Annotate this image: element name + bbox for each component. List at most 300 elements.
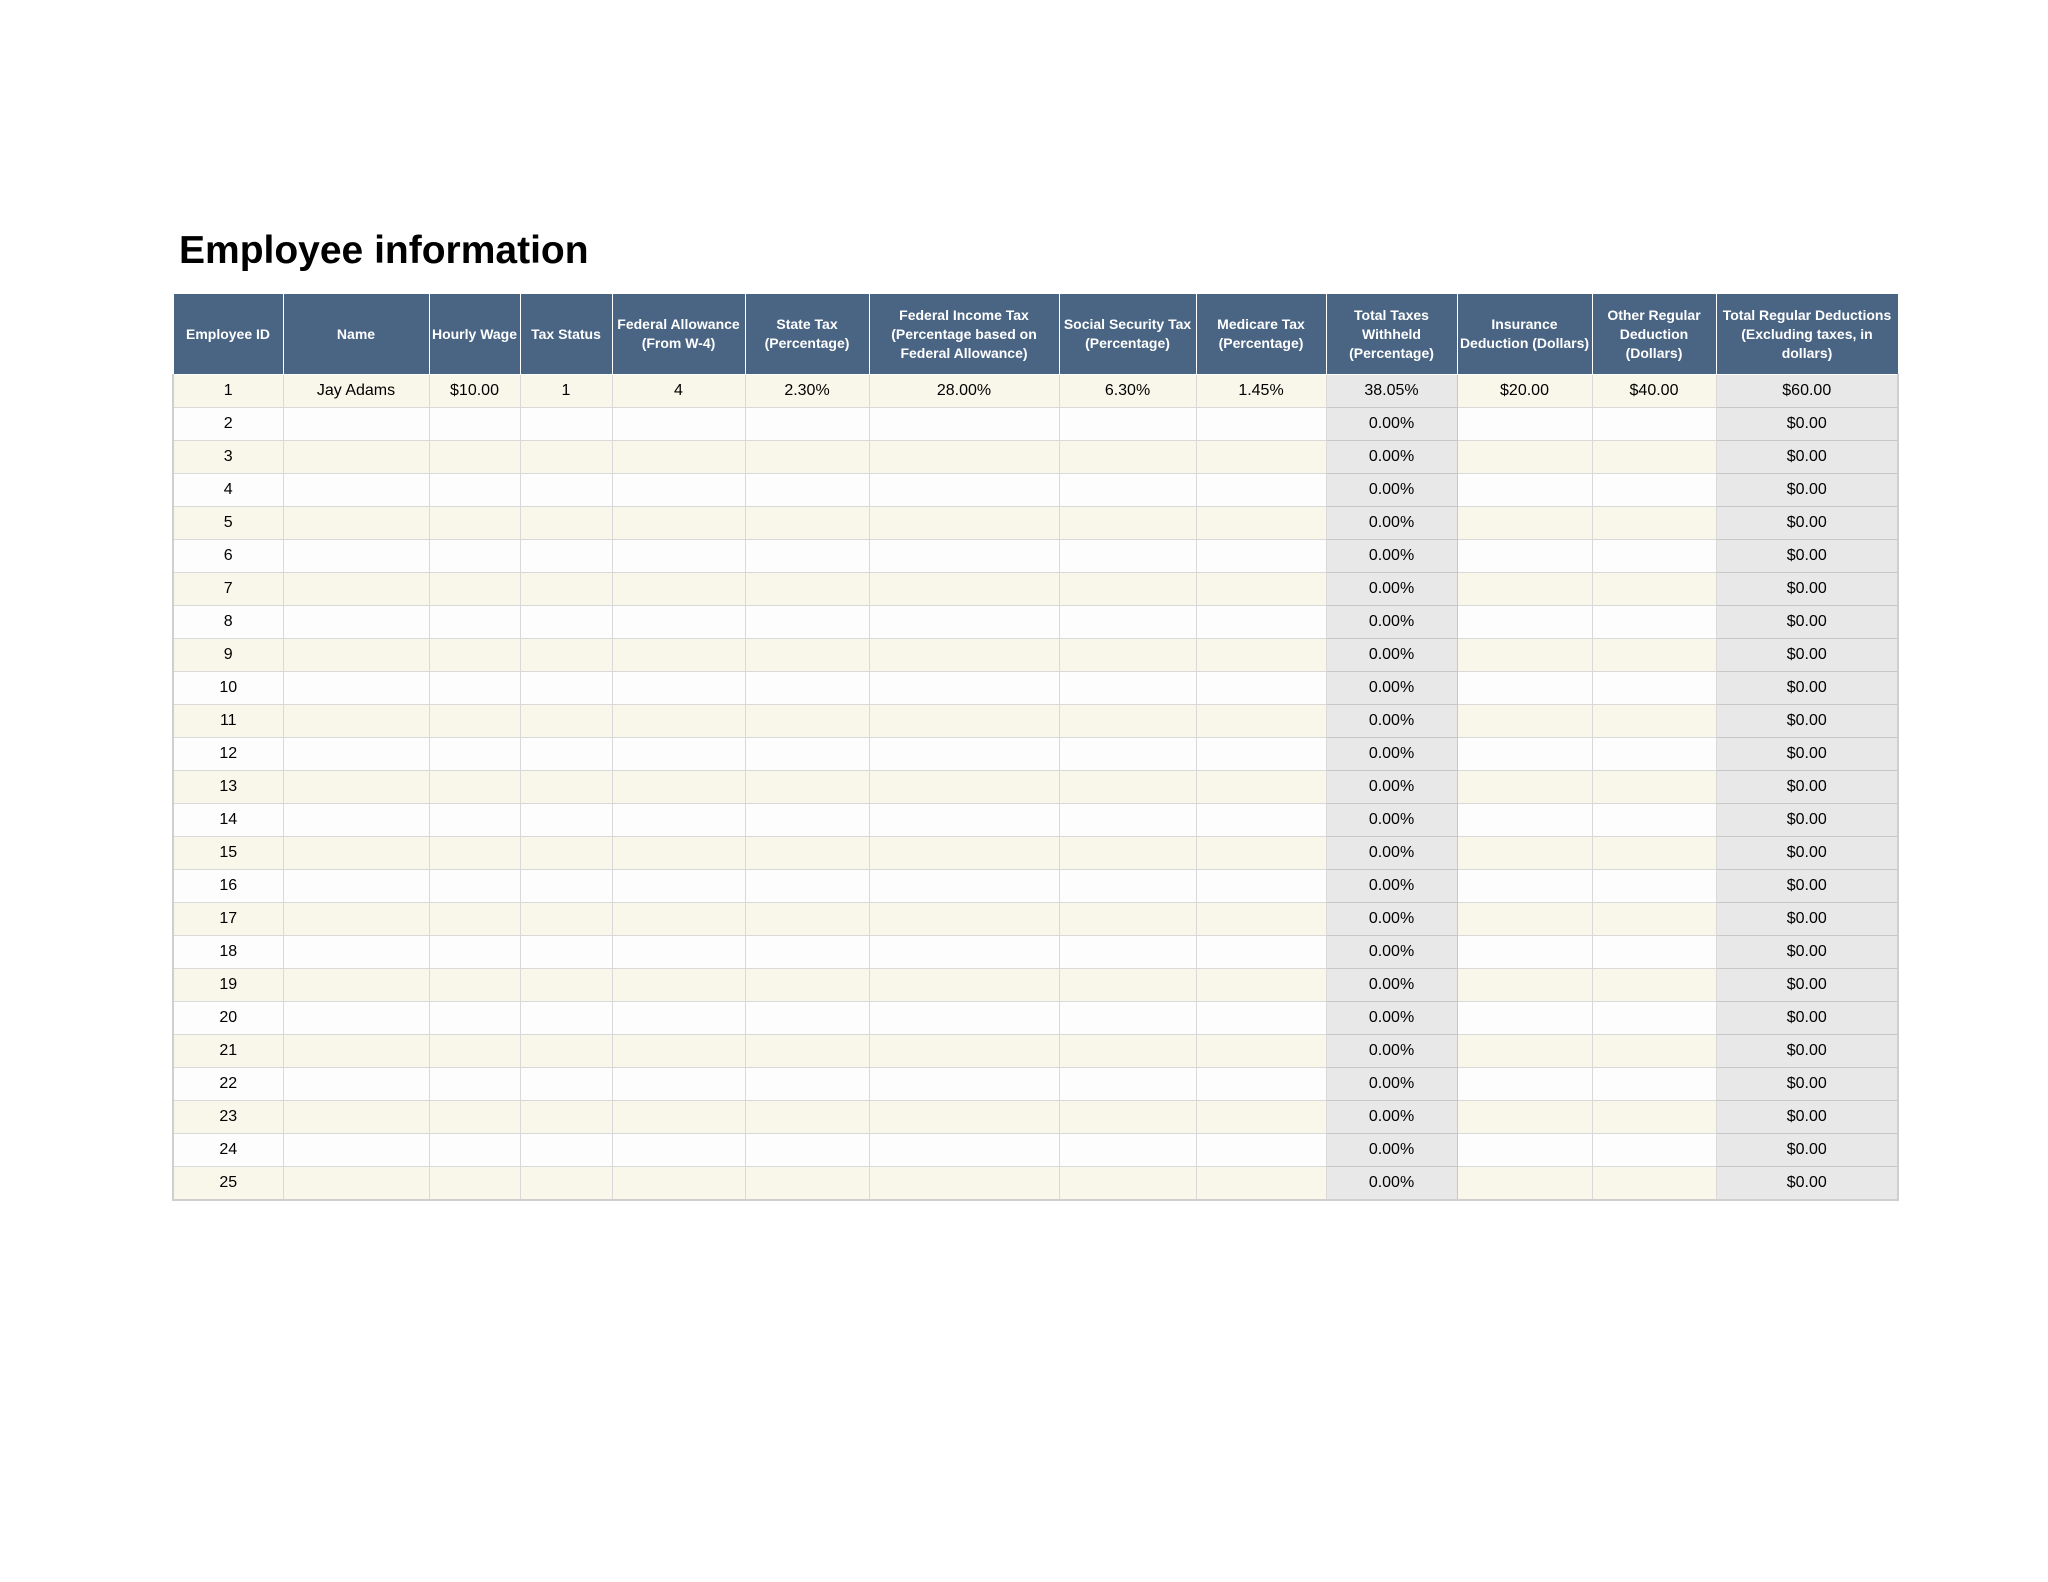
insurance-deduction-cell[interactable]: [1457, 1134, 1592, 1167]
total-regular-deductions-cell: $0.00: [1716, 1134, 1898, 1167]
column-header-name: Name: [283, 294, 429, 375]
name-cell[interactable]: [283, 1134, 429, 1167]
social-security-tax-cell[interactable]: [1059, 606, 1196, 639]
federal-allowance-cell[interactable]: [612, 606, 745, 639]
tax-status-cell[interactable]: [520, 606, 612, 639]
hourly-wage-cell[interactable]: [429, 771, 520, 804]
federal-income-tax-cell[interactable]: [869, 573, 1059, 606]
other-regular-deduction-cell[interactable]: [1592, 474, 1716, 507]
medicare-tax-cell[interactable]: [1196, 408, 1326, 441]
state-tax-cell[interactable]: [745, 1002, 869, 1035]
total-regular-deductions-cell: $0.00: [1716, 639, 1898, 672]
insurance-deduction-cell[interactable]: [1457, 573, 1592, 606]
federal-allowance-cell[interactable]: [612, 1167, 745, 1201]
insurance-deduction-cell[interactable]: [1457, 1002, 1592, 1035]
state-tax-cell[interactable]: [745, 639, 869, 672]
medicare-tax-cell[interactable]: [1196, 573, 1326, 606]
tax-status-cell[interactable]: [520, 837, 612, 870]
employee-id-cell[interactable]: 25: [173, 1167, 283, 1201]
name-cell[interactable]: [283, 606, 429, 639]
medicare-tax-cell[interactable]: [1196, 771, 1326, 804]
name-cell[interactable]: [283, 1035, 429, 1068]
hourly-wage-cell[interactable]: [429, 1134, 520, 1167]
state-tax-cell[interactable]: [745, 1134, 869, 1167]
federal-allowance-cell[interactable]: [612, 540, 745, 573]
insurance-deduction-cell[interactable]: [1457, 738, 1592, 771]
tax-status-cell[interactable]: [520, 507, 612, 540]
hourly-wage-cell[interactable]: [429, 408, 520, 441]
hourly-wage-cell[interactable]: [429, 639, 520, 672]
social-security-tax-cell[interactable]: [1059, 1002, 1196, 1035]
other-regular-deduction-cell[interactable]: [1592, 639, 1716, 672]
other-regular-deduction-cell[interactable]: [1592, 804, 1716, 837]
other-regular-deduction-cell[interactable]: [1592, 969, 1716, 1002]
table-row: [173, 441, 1898, 474]
other-regular-deduction-cell[interactable]: [1592, 1002, 1716, 1035]
social-security-tax-cell[interactable]: [1059, 804, 1196, 837]
employee-id-cell[interactable]: 13: [173, 771, 283, 804]
employee-id-cell[interactable]: 21: [173, 1035, 283, 1068]
hourly-wage-cell[interactable]: [429, 606, 520, 639]
name-cell[interactable]: [283, 1167, 429, 1201]
federal-allowance-cell[interactable]: [612, 1134, 745, 1167]
medicare-tax-cell[interactable]: [1196, 1068, 1326, 1101]
medicare-tax-cell[interactable]: [1196, 1101, 1326, 1134]
social-security-tax-cell[interactable]: [1059, 837, 1196, 870]
total-regular-deductions-cell: $60.00: [1716, 375, 1898, 408]
social-security-tax-cell[interactable]: [1059, 936, 1196, 969]
tax-status-cell[interactable]: [520, 969, 612, 1002]
state-tax-cell[interactable]: [745, 573, 869, 606]
employee-id-cell[interactable]: 1: [173, 375, 283, 408]
hourly-wage-cell[interactable]: [429, 1002, 520, 1035]
employee-id-cell[interactable]: 4: [173, 474, 283, 507]
federal-income-tax-cell[interactable]: [869, 705, 1059, 738]
name-cell[interactable]: [283, 837, 429, 870]
insurance-deduction-cell[interactable]: [1457, 1101, 1592, 1134]
hourly-wage-cell[interactable]: [429, 936, 520, 969]
name-cell[interactable]: [283, 441, 429, 474]
tax-status-cell[interactable]: [520, 474, 612, 507]
insurance-deduction-cell[interactable]: [1457, 474, 1592, 507]
hourly-wage-cell[interactable]: [429, 738, 520, 771]
insurance-deduction-cell[interactable]: [1457, 441, 1592, 474]
tax-status-cell[interactable]: [520, 1101, 612, 1134]
other-regular-deduction-cell[interactable]: [1592, 1167, 1716, 1201]
federal-allowance-cell[interactable]: [612, 672, 745, 705]
medicare-tax-cell[interactable]: [1196, 672, 1326, 705]
federal-allowance-cell[interactable]: [612, 969, 745, 1002]
tax-status-cell[interactable]: [520, 441, 612, 474]
social-security-tax-cell[interactable]: [1059, 1167, 1196, 1201]
tax-status-cell[interactable]: [520, 1134, 612, 1167]
other-regular-deduction-cell[interactable]: $40.00: [1592, 375, 1716, 408]
state-tax-cell[interactable]: [745, 804, 869, 837]
table-row: [173, 1134, 1898, 1167]
federal-income-tax-cell[interactable]: [869, 1101, 1059, 1134]
tax-status-cell[interactable]: [520, 573, 612, 606]
total-taxes-withheld-cell: 0.00%: [1326, 441, 1457, 474]
federal-income-tax-cell[interactable]: [869, 1002, 1059, 1035]
state-tax-cell[interactable]: [745, 507, 869, 540]
state-tax-cell[interactable]: [745, 969, 869, 1002]
name-cell[interactable]: [283, 672, 429, 705]
name-cell[interactable]: [283, 969, 429, 1002]
medicare-tax-cell[interactable]: [1196, 969, 1326, 1002]
medicare-tax-cell[interactable]: 1.45%: [1196, 375, 1326, 408]
social-security-tax-cell[interactable]: [1059, 903, 1196, 936]
other-regular-deduction-cell[interactable]: [1592, 771, 1716, 804]
insurance-deduction-cell[interactable]: [1457, 837, 1592, 870]
employee-id-cell[interactable]: 7: [173, 573, 283, 606]
federal-allowance-cell[interactable]: 4: [612, 375, 745, 408]
other-regular-deduction-cell[interactable]: [1592, 540, 1716, 573]
state-tax-cell[interactable]: [745, 441, 869, 474]
name-cell[interactable]: [283, 507, 429, 540]
tax-status-cell[interactable]: [520, 903, 612, 936]
federal-allowance-cell[interactable]: [612, 870, 745, 903]
hourly-wage-cell[interactable]: [429, 573, 520, 606]
hourly-wage-cell[interactable]: [429, 1035, 520, 1068]
employee-id-cell[interactable]: 24: [173, 1134, 283, 1167]
social-security-tax-cell[interactable]: [1059, 705, 1196, 738]
state-tax-cell[interactable]: [745, 936, 869, 969]
social-security-tax-cell[interactable]: [1059, 540, 1196, 573]
hourly-wage-cell[interactable]: [429, 1101, 520, 1134]
hourly-wage-cell[interactable]: [429, 870, 520, 903]
tax-status-cell[interactable]: [520, 540, 612, 573]
federal-income-tax-cell[interactable]: [869, 969, 1059, 1002]
tax-status-cell[interactable]: [520, 738, 612, 771]
insurance-deduction-cell[interactable]: [1457, 705, 1592, 738]
state-tax-cell[interactable]: [745, 738, 869, 771]
name-cell[interactable]: [283, 771, 429, 804]
other-regular-deduction-cell[interactable]: [1592, 1134, 1716, 1167]
other-regular-deduction-cell[interactable]: [1592, 672, 1716, 705]
column-header-hourly-wage: Hourly Wage: [429, 294, 520, 375]
other-regular-deduction-cell[interactable]: [1592, 870, 1716, 903]
column-header-insurance-deduction: Insurance Deduction (Dollars): [1457, 294, 1592, 375]
hourly-wage-cell[interactable]: [429, 705, 520, 738]
social-security-tax-cell[interactable]: [1059, 474, 1196, 507]
tax-status-cell[interactable]: [520, 1002, 612, 1035]
employee-id-cell[interactable]: 6: [173, 540, 283, 573]
social-security-tax-cell[interactable]: [1059, 771, 1196, 804]
hourly-wage-cell[interactable]: [429, 672, 520, 705]
medicare-tax-cell[interactable]: [1196, 441, 1326, 474]
hourly-wage-cell[interactable]: [429, 903, 520, 936]
federal-allowance-cell[interactable]: [612, 1101, 745, 1134]
tax-status-cell[interactable]: [520, 1167, 612, 1201]
federal-income-tax-cell[interactable]: [869, 936, 1059, 969]
employee-id-cell[interactable]: 23: [173, 1101, 283, 1134]
medicare-tax-cell[interactable]: [1196, 738, 1326, 771]
insurance-deduction-cell[interactable]: [1457, 870, 1592, 903]
social-security-tax-cell[interactable]: [1059, 1068, 1196, 1101]
tax-status-cell[interactable]: [520, 639, 612, 672]
social-security-tax-cell[interactable]: [1059, 1134, 1196, 1167]
federal-allowance-cell[interactable]: [612, 1035, 745, 1068]
name-cell[interactable]: [283, 639, 429, 672]
federal-income-tax-cell[interactable]: [869, 606, 1059, 639]
insurance-deduction-cell[interactable]: [1457, 540, 1592, 573]
tax-status-cell[interactable]: [520, 408, 612, 441]
employee-id-cell[interactable]: 11: [173, 705, 283, 738]
federal-allowance-cell[interactable]: [612, 738, 745, 771]
state-tax-cell[interactable]: [745, 474, 869, 507]
state-tax-cell[interactable]: [745, 705, 869, 738]
federal-income-tax-cell[interactable]: [869, 837, 1059, 870]
federal-allowance-cell[interactable]: [612, 1002, 745, 1035]
federal-allowance-cell[interactable]: [612, 639, 745, 672]
insurance-deduction-cell[interactable]: [1457, 1035, 1592, 1068]
federal-income-tax-cell[interactable]: [869, 903, 1059, 936]
federal-allowance-cell[interactable]: [612, 474, 745, 507]
insurance-deduction-cell[interactable]: [1457, 507, 1592, 540]
other-regular-deduction-cell[interactable]: [1592, 1035, 1716, 1068]
social-security-tax-cell[interactable]: [1059, 870, 1196, 903]
tax-status-cell[interactable]: [520, 771, 612, 804]
other-regular-deduction-cell[interactable]: [1592, 837, 1716, 870]
name-cell[interactable]: [283, 936, 429, 969]
employee-id-cell[interactable]: 5: [173, 507, 283, 540]
medicare-tax-cell[interactable]: [1196, 1134, 1326, 1167]
state-tax-cell[interactable]: [745, 606, 869, 639]
tax-status-cell[interactable]: 1: [520, 375, 612, 408]
name-cell[interactable]: [283, 804, 429, 837]
total-regular-deductions-cell: $0.00: [1716, 936, 1898, 969]
name-cell[interactable]: Jay Adams: [283, 375, 429, 408]
medicare-tax-cell[interactable]: [1196, 639, 1326, 672]
other-regular-deduction-cell[interactable]: [1592, 738, 1716, 771]
federal-allowance-cell[interactable]: [612, 903, 745, 936]
medicare-tax-cell[interactable]: [1196, 1167, 1326, 1201]
tax-status-cell[interactable]: [520, 804, 612, 837]
insurance-deduction-cell[interactable]: [1457, 672, 1592, 705]
insurance-deduction-cell[interactable]: [1457, 1068, 1592, 1101]
insurance-deduction-cell[interactable]: $20.00: [1457, 375, 1592, 408]
state-tax-cell[interactable]: [745, 1167, 869, 1201]
state-tax-cell[interactable]: [745, 771, 869, 804]
other-regular-deduction-cell[interactable]: [1592, 1068, 1716, 1101]
medicare-tax-cell[interactable]: [1196, 804, 1326, 837]
federal-allowance-cell[interactable]: [612, 441, 745, 474]
employee-id-cell[interactable]: 3: [173, 441, 283, 474]
state-tax-cell[interactable]: [745, 870, 869, 903]
medicare-tax-cell[interactable]: [1196, 1035, 1326, 1068]
state-tax-cell[interactable]: [745, 540, 869, 573]
medicare-tax-cell[interactable]: [1196, 837, 1326, 870]
name-cell[interactable]: [283, 870, 429, 903]
federal-allowance-cell[interactable]: [612, 705, 745, 738]
tax-status-cell[interactable]: [520, 1035, 612, 1068]
social-security-tax-cell[interactable]: [1059, 408, 1196, 441]
insurance-deduction-cell[interactable]: [1457, 1167, 1592, 1201]
column-header-federal-income-tax: Federal Income Tax (Percentage based on Federal Allowance): [869, 294, 1059, 375]
social-security-tax-cell[interactable]: [1059, 1101, 1196, 1134]
table-row: [173, 1101, 1898, 1134]
medicare-tax-cell[interactable]: [1196, 540, 1326, 573]
social-security-tax-cell[interactable]: [1059, 639, 1196, 672]
name-cell[interactable]: [283, 1002, 429, 1035]
other-regular-deduction-cell[interactable]: [1592, 903, 1716, 936]
employee-id-cell[interactable]: 16: [173, 870, 283, 903]
total-regular-deductions-cell: $0.00: [1716, 804, 1898, 837]
federal-income-tax-cell[interactable]: [869, 738, 1059, 771]
table-row: [173, 936, 1898, 969]
federal-income-tax-cell[interactable]: [869, 1134, 1059, 1167]
other-regular-deduction-cell[interactable]: [1592, 606, 1716, 639]
employee-id-cell[interactable]: 14: [173, 804, 283, 837]
social-security-tax-cell[interactable]: [1059, 738, 1196, 771]
table-row: [173, 804, 1898, 837]
hourly-wage-cell[interactable]: [429, 1068, 520, 1101]
employee-id-cell[interactable]: 8: [173, 606, 283, 639]
social-security-tax-cell[interactable]: [1059, 1035, 1196, 1068]
hourly-wage-cell[interactable]: [429, 837, 520, 870]
medicare-tax-cell[interactable]: [1196, 507, 1326, 540]
tax-status-cell[interactable]: [520, 672, 612, 705]
total-taxes-withheld-cell: 0.00%: [1326, 837, 1457, 870]
employee-id-cell[interactable]: 9: [173, 639, 283, 672]
name-cell[interactable]: [283, 1068, 429, 1101]
state-tax-cell[interactable]: [745, 1068, 869, 1101]
federal-income-tax-cell[interactable]: [869, 672, 1059, 705]
tax-status-cell[interactable]: [520, 1068, 612, 1101]
hourly-wage-cell[interactable]: [429, 969, 520, 1002]
insurance-deduction-cell[interactable]: [1457, 936, 1592, 969]
state-tax-cell[interactable]: [745, 1035, 869, 1068]
federal-income-tax-cell[interactable]: [869, 474, 1059, 507]
employee-id-cell[interactable]: 18: [173, 936, 283, 969]
table-row: [173, 1068, 1898, 1101]
insurance-deduction-cell[interactable]: [1457, 639, 1592, 672]
employee-id-cell[interactable]: 15: [173, 837, 283, 870]
federal-income-tax-cell[interactable]: [869, 507, 1059, 540]
insurance-deduction-cell[interactable]: [1457, 408, 1592, 441]
total-regular-deductions-cell: $0.00: [1716, 738, 1898, 771]
federal-allowance-cell[interactable]: [612, 1068, 745, 1101]
other-regular-deduction-cell[interactable]: [1592, 573, 1716, 606]
federal-income-tax-cell[interactable]: [869, 870, 1059, 903]
federal-allowance-cell[interactable]: [612, 573, 745, 606]
name-cell[interactable]: [283, 903, 429, 936]
social-security-tax-cell[interactable]: [1059, 969, 1196, 1002]
employee-id-cell[interactable]: 2: [173, 408, 283, 441]
table-row: [173, 837, 1898, 870]
federal-income-tax-cell[interactable]: [869, 441, 1059, 474]
federal-allowance-cell[interactable]: [612, 804, 745, 837]
state-tax-cell[interactable]: [745, 672, 869, 705]
name-cell[interactable]: [283, 474, 429, 507]
medicare-tax-cell[interactable]: [1196, 936, 1326, 969]
total-taxes-withheld-cell: 0.00%: [1326, 507, 1457, 540]
state-tax-cell[interactable]: 2.30%: [745, 375, 869, 408]
employee-id-cell[interactable]: 22: [173, 1068, 283, 1101]
state-tax-cell[interactable]: [745, 837, 869, 870]
federal-allowance-cell[interactable]: [612, 837, 745, 870]
medicare-tax-cell[interactable]: [1196, 1002, 1326, 1035]
medicare-tax-cell[interactable]: [1196, 474, 1326, 507]
state-tax-cell[interactable]: [745, 903, 869, 936]
tax-status-cell[interactable]: [520, 936, 612, 969]
employee-id-cell[interactable]: 20: [173, 1002, 283, 1035]
federal-income-tax-cell[interactable]: [869, 1167, 1059, 1201]
medicare-tax-cell[interactable]: [1196, 705, 1326, 738]
hourly-wage-cell[interactable]: [429, 507, 520, 540]
insurance-deduction-cell[interactable]: [1457, 903, 1592, 936]
federal-allowance-cell[interactable]: [612, 408, 745, 441]
insurance-deduction-cell[interactable]: [1457, 606, 1592, 639]
insurance-deduction-cell[interactable]: [1457, 969, 1592, 1002]
hourly-wage-cell[interactable]: [429, 441, 520, 474]
tax-status-cell[interactable]: [520, 870, 612, 903]
hourly-wage-cell[interactable]: [429, 540, 520, 573]
employee-id-cell[interactable]: 12: [173, 738, 283, 771]
total-taxes-withheld-cell: 0.00%: [1326, 606, 1457, 639]
federal-income-tax-cell[interactable]: [869, 1035, 1059, 1068]
name-cell[interactable]: [283, 540, 429, 573]
medicare-tax-cell[interactable]: [1196, 870, 1326, 903]
employee-id-cell[interactable]: 10: [173, 672, 283, 705]
other-regular-deduction-cell[interactable]: [1592, 507, 1716, 540]
hourly-wage-cell[interactable]: [429, 804, 520, 837]
tax-status-cell[interactable]: [520, 705, 612, 738]
other-regular-deduction-cell[interactable]: [1592, 408, 1716, 441]
name-cell[interactable]: [283, 738, 429, 771]
insurance-deduction-cell[interactable]: [1457, 771, 1592, 804]
table-row: [173, 1167, 1898, 1201]
hourly-wage-cell[interactable]: $10.00: [429, 375, 520, 408]
federal-income-tax-cell[interactable]: [869, 771, 1059, 804]
table-row: [173, 870, 1898, 903]
federal-income-tax-cell[interactable]: 28.00%: [869, 375, 1059, 408]
federal-income-tax-cell[interactable]: [869, 1068, 1059, 1101]
federal-allowance-cell[interactable]: [612, 936, 745, 969]
employee-id-cell[interactable]: 17: [173, 903, 283, 936]
name-cell[interactable]: [283, 408, 429, 441]
social-security-tax-cell[interactable]: [1059, 441, 1196, 474]
federal-income-tax-cell[interactable]: [869, 540, 1059, 573]
medicare-tax-cell[interactable]: [1196, 903, 1326, 936]
insurance-deduction-cell[interactable]: [1457, 804, 1592, 837]
social-security-tax-cell[interactable]: [1059, 672, 1196, 705]
employee-id-cell[interactable]: 19: [173, 969, 283, 1002]
other-regular-deduction-cell[interactable]: [1592, 705, 1716, 738]
column-header-total-taxes-withheld: Total Taxes Withheld (Percentage): [1326, 294, 1457, 375]
social-security-tax-cell[interactable]: [1059, 573, 1196, 606]
federal-allowance-cell[interactable]: [612, 771, 745, 804]
total-taxes-withheld-cell: 0.00%: [1326, 804, 1457, 837]
federal-income-tax-cell[interactable]: [869, 804, 1059, 837]
hourly-wage-cell[interactable]: [429, 1167, 520, 1201]
name-cell[interactable]: [283, 705, 429, 738]
medicare-tax-cell[interactable]: [1196, 606, 1326, 639]
other-regular-deduction-cell[interactable]: [1592, 441, 1716, 474]
state-tax-cell[interactable]: [745, 1101, 869, 1134]
hourly-wage-cell[interactable]: [429, 474, 520, 507]
social-security-tax-cell[interactable]: [1059, 507, 1196, 540]
social-security-tax-cell[interactable]: 6.30%: [1059, 375, 1196, 408]
federal-allowance-cell[interactable]: [612, 507, 745, 540]
other-regular-deduction-cell[interactable]: [1592, 936, 1716, 969]
federal-income-tax-cell[interactable]: [869, 408, 1059, 441]
federal-income-tax-cell[interactable]: [869, 639, 1059, 672]
name-cell[interactable]: [283, 1101, 429, 1134]
name-cell[interactable]: [283, 573, 429, 606]
other-regular-deduction-cell[interactable]: [1592, 1101, 1716, 1134]
state-tax-cell[interactable]: [745, 408, 869, 441]
